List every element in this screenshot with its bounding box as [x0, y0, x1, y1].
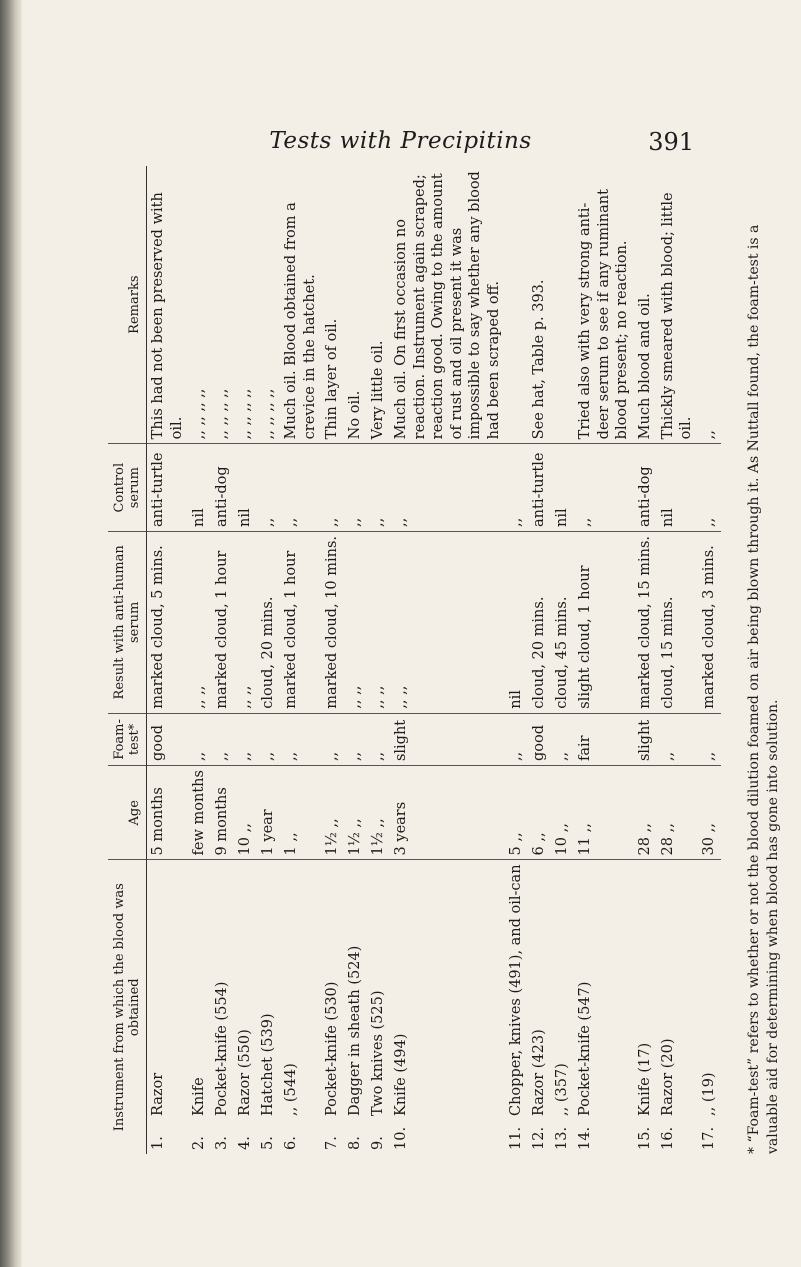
cell-control: anti-turtle — [528, 444, 551, 532]
cell-instrument — [634, 860, 657, 1154]
cell-instrument — [390, 860, 505, 1154]
table-row — [280, 166, 321, 1154]
cell-foam-test: good — [528, 713, 551, 765]
cell-foam-test: ,, — [551, 713, 574, 765]
cell-result: ,, ,, — [344, 531, 367, 713]
cell-remarks: Much oil. On first occasion no reaction. Instrument again scraped; reaction good. Owing to the amount of rust and oil present it was impossible to say whether any blood had been scraped off. — [390, 166, 505, 444]
cell-age: few months — [188, 766, 211, 860]
cell-instrument — [698, 860, 721, 1154]
row-number: 10. — [393, 1126, 409, 1150]
cell-remarks: ,, ,, ,, ,, — [211, 166, 234, 444]
cell-age: 9 months — [211, 766, 234, 860]
cell-control: ,, — [257, 444, 280, 532]
cell-result: ,, ,, — [390, 531, 505, 713]
cell-foam-test: ,, — [257, 713, 280, 765]
cell-instrument — [188, 860, 211, 1154]
cell-remarks: No oil. — [344, 166, 367, 444]
instrument-text: ,, (544) — [283, 1063, 299, 1116]
table-row — [634, 166, 657, 1154]
cell-result: marked cloud, 1 hour — [280, 531, 321, 713]
page-binding-edge — [0, 0, 22, 1267]
cell-age: 5 ,, — [505, 766, 528, 860]
table-row — [257, 166, 280, 1154]
table-body — [147, 166, 721, 1154]
instrument-text: Razor (20) — [659, 1038, 676, 1116]
cell-remarks: See hat, Table p. 393. — [528, 166, 551, 444]
cell-instrument — [344, 860, 367, 1154]
row-number: 17. — [700, 1126, 717, 1150]
col-foam-test: Foam-test* — [108, 713, 147, 765]
cell-instrument — [505, 860, 528, 1154]
instrument-text: Knife (17) — [636, 1042, 653, 1116]
col-control: Control serum — [108, 444, 147, 532]
instrument-text: Two knives (525) — [370, 990, 386, 1116]
cell-instrument — [257, 860, 280, 1154]
cell-foam-test: ,, — [657, 713, 698, 765]
cell-control: ,, — [344, 444, 367, 532]
cell-age: 1½ ,, — [367, 766, 390, 860]
cell-instrument — [280, 860, 321, 1154]
instrument-text: Chopper, knives (491), and oil-can — [508, 864, 524, 1116]
table-row — [234, 166, 257, 1154]
cell-result: marked cloud, 10 mins. — [321, 531, 344, 713]
cell-remarks — [505, 166, 528, 444]
cell-foam-test: ,, — [280, 713, 321, 765]
cell-age: 1½ ,, — [321, 766, 344, 860]
cell-result: ,, ,, — [367, 531, 390, 713]
table-row — [147, 166, 189, 1154]
instrument-text: Dagger in sheath (524) — [347, 945, 363, 1116]
cell-control: ,, — [574, 444, 634, 532]
row-number: 15. — [636, 1126, 653, 1150]
instrument-text: Pocket-knife (530) — [324, 981, 340, 1116]
cell-foam-test: good — [147, 713, 189, 765]
row-number: 7. — [324, 1136, 340, 1150]
cell-control: anti-turtle — [147, 444, 189, 532]
cell-result: cloud, 20 mins. — [528, 531, 551, 713]
row-number: 11. — [508, 1126, 524, 1150]
cell-age: 5 months — [147, 766, 189, 860]
cell-remarks: ,, — [698, 166, 721, 444]
table-row — [344, 166, 367, 1154]
instrument-text: Pocket-knife (547) — [577, 981, 593, 1116]
cell-remarks: Much oil. Blood obtained from a crevice in the hatchet. — [280, 166, 321, 444]
cell-age: 28 ,, — [634, 766, 657, 860]
cell-result: nil — [505, 531, 528, 713]
running-header — [0, 128, 801, 162]
cell-foam-test: ,, — [211, 713, 234, 765]
col-remarks: Remarks — [108, 166, 147, 444]
running-title: Tests with Precipitins — [269, 128, 532, 154]
cell-control: ,, — [698, 444, 721, 532]
cell-remarks: Thin layer of oil. — [321, 166, 344, 444]
cell-result: ,, ,, — [234, 531, 257, 713]
cell-remarks: ,, ,, ,, ,, — [188, 166, 211, 444]
cell-result: cloud, 45 mins. — [551, 531, 574, 713]
cell-instrument — [211, 860, 234, 1154]
cell-control: nil — [188, 444, 211, 532]
cell-instrument — [367, 860, 390, 1154]
cell-control: nil — [234, 444, 257, 532]
col-instrument: Instrument from which the blood was obtained — [108, 860, 147, 1154]
table-row — [528, 166, 551, 1154]
cell-foam-test: ,, — [321, 713, 344, 765]
cell-foam-test: slight — [390, 713, 505, 765]
cell-age: 1 year — [257, 766, 280, 860]
cell-foam-test: ,, — [505, 713, 528, 765]
page-number: 391 — [648, 128, 694, 156]
cell-remarks: Thickly smeared with blood; little oil. — [657, 166, 698, 444]
row-number: 16. — [659, 1126, 676, 1150]
cell-instrument — [234, 860, 257, 1154]
instrument-text: ,, (19) — [700, 1072, 717, 1116]
cell-foam-test: ,, — [367, 713, 390, 765]
cell-foam-test: fair — [574, 713, 634, 765]
cell-control: ,, — [321, 444, 344, 532]
instrument-text: Razor (423) — [531, 1029, 547, 1116]
row-number: 14. — [577, 1126, 593, 1150]
cell-instrument — [657, 860, 698, 1154]
cell-result: slight cloud, 1 hour — [574, 531, 634, 713]
cell-foam-test: ,, — [698, 713, 721, 765]
row-number: 5. — [260, 1136, 276, 1150]
cell-remarks: ,, ,, ,, ,, — [257, 166, 280, 444]
table-row — [698, 166, 721, 1154]
table-header-row — [108, 166, 147, 1154]
cell-result: cloud, 20 mins. — [257, 531, 280, 713]
cell-instrument — [528, 860, 551, 1154]
cell-age: 3 years — [390, 766, 505, 860]
cell-foam-test: ,, — [344, 713, 367, 765]
cell-remarks — [551, 166, 574, 444]
row-number: 9. — [370, 1136, 386, 1150]
cell-remarks: Much blood and oil. — [634, 166, 657, 444]
cell-control: ,, — [505, 444, 528, 532]
rotated-table-block — [108, 166, 717, 1154]
cell-remarks: Tried also with very strong anti-deer serum to see if any ruminant blood present; no reaction. — [574, 166, 634, 444]
footnote: * “Foam-test” refers to whether or not the blood dilution foamed on air being blown through it. As Nuttall found, the foam-test is a valuable aid for determining when blood has gone into solution. — [746, 224, 781, 1154]
row-number: 12. — [531, 1126, 547, 1150]
cell-instrument — [574, 860, 634, 1154]
row-number: 4. — [237, 1136, 253, 1150]
row-number: 13. — [554, 1126, 570, 1150]
cell-result: marked cloud, 1 hour — [211, 531, 234, 713]
col-result: Result with anti-human serum — [108, 531, 147, 713]
cell-control: nil — [657, 444, 698, 532]
table-row — [321, 166, 344, 1154]
row-number: 3. — [214, 1136, 230, 1150]
cell-remarks: Very little oil. — [367, 166, 390, 444]
row-number: 2. — [191, 1136, 207, 1150]
table-row — [574, 166, 634, 1154]
table-row — [188, 166, 211, 1154]
cell-result: marked cloud, 15 mins. — [634, 531, 657, 713]
instrument-text: Razor — [150, 1072, 166, 1116]
instrument-text: Knife — [191, 1077, 207, 1116]
row-number: 8. — [347, 1136, 363, 1150]
cell-instrument — [551, 860, 574, 1154]
cell-age: 10 ,, — [234, 766, 257, 860]
cell-foam-test: slight — [634, 713, 657, 765]
precipitin-table — [108, 166, 721, 1154]
table-row — [211, 166, 234, 1154]
instrument-text: Pocket-knife (554) — [214, 981, 230, 1116]
cell-control: ,, — [390, 444, 505, 532]
cell-control: anti-dog — [634, 444, 657, 532]
instrument-text: Razor (550) — [237, 1029, 253, 1116]
col-age: Age — [108, 766, 147, 860]
cell-control: anti-dog — [211, 444, 234, 532]
cell-age: 11 ,, — [574, 766, 634, 860]
cell-foam-test: ,, — [188, 713, 211, 765]
row-number: 6. — [283, 1136, 299, 1150]
cell-result: marked cloud, 3 mins. — [698, 531, 721, 713]
table-row — [367, 166, 390, 1154]
cell-remarks: ,, ,, ,, ,, — [234, 166, 257, 444]
cell-age: 30 ,, — [698, 766, 721, 860]
table-row — [390, 166, 505, 1154]
cell-age: 10 ,, — [551, 766, 574, 860]
cell-foam-test: ,, — [234, 713, 257, 765]
instrument-text: Knife (494) — [393, 1033, 409, 1116]
cell-control: nil — [551, 444, 574, 532]
instrument-text: Hatchet (539) — [260, 1013, 276, 1116]
instrument-text: ,, (357) — [554, 1063, 570, 1116]
table-row — [657, 166, 698, 1154]
cell-age: 28 ,, — [657, 766, 698, 860]
cell-age: 6 ,, — [528, 766, 551, 860]
cell-result: cloud, 15 mins. — [657, 531, 698, 713]
cell-age: 1 ,, — [280, 766, 321, 860]
cell-instrument — [147, 860, 189, 1154]
table-row — [551, 166, 574, 1154]
cell-result: marked cloud, 5 mins. — [147, 531, 189, 713]
row-number: 1. — [150, 1136, 166, 1150]
cell-control: ,, — [280, 444, 321, 532]
cell-instrument — [321, 860, 344, 1154]
cell-remarks: This had not been preserved with oil. — [147, 166, 189, 444]
cell-age: 1½ ,, — [344, 766, 367, 860]
table-row — [505, 166, 528, 1154]
cell-control: ,, — [367, 444, 390, 532]
cell-result: ,, ,, — [188, 531, 211, 713]
